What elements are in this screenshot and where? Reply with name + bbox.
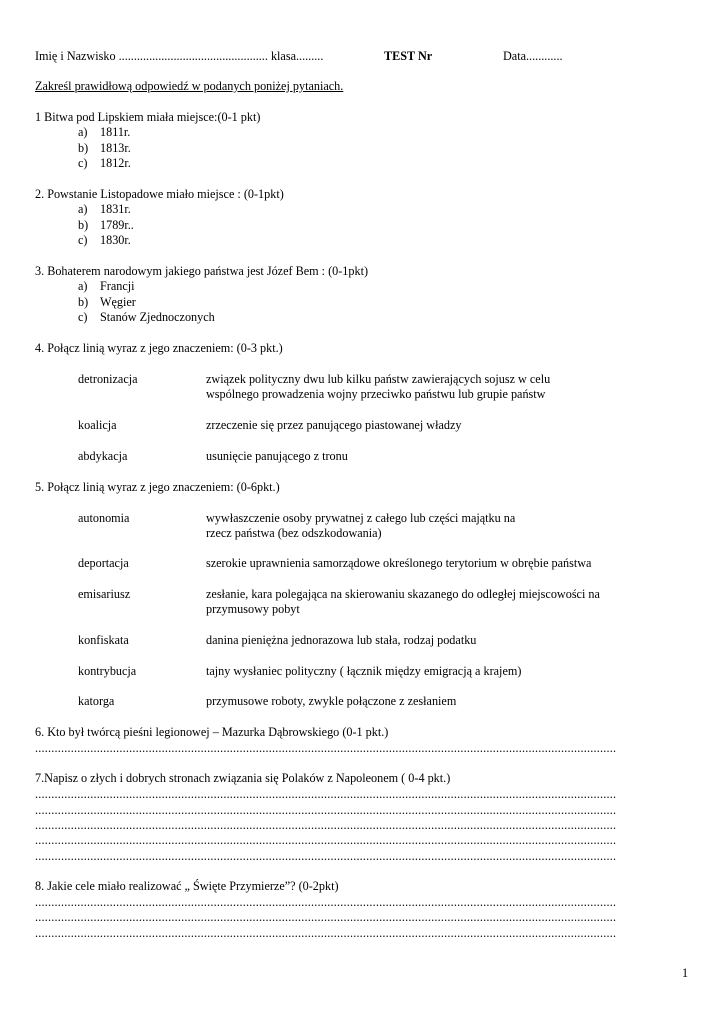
q2-option-c: 1830r. — [100, 233, 131, 247]
answer-line: ................................................................................................................................................................................... — [35, 804, 617, 816]
q2-option-b-letter: b) — [78, 218, 89, 232]
question-6: 6. Kto był twórcą pieśni legionowej – Mazurka Dąbrowskiego (0-1 pkt.) — [35, 725, 389, 739]
q4-definition: związek polityczny dwu lub kilku państw zawierających sojusz w celu — [206, 372, 551, 386]
q1-option-b: 1813r. — [100, 141, 131, 155]
q2-option-b: 1789r.. — [100, 218, 134, 232]
q2-option-a: 1831r. — [100, 202, 131, 216]
q5-definition: zesłanie, kara polegająca na skierowaniu skazanego do odległej miejscowości na — [206, 587, 600, 601]
q3-option-b: Węgier — [100, 295, 136, 309]
q5-definition: wywłaszczenie osoby prywatnej z całego lub części majątku na — [206, 511, 516, 525]
answer-line: ................................................................................................................................................................................... — [35, 819, 617, 831]
name-class-field: Imię i Nazwisko ................................................. klasa......... — [35, 49, 324, 63]
answer-line: ................................................................................................................................................................................... — [35, 788, 617, 800]
q3-option-a: Francji — [100, 279, 135, 293]
q5-definition: tajny wysłaniec polityczny ( łącznik między emigracją a krajem) — [206, 664, 522, 678]
q1-option-c-letter: c) — [78, 156, 88, 170]
question-4: 4. Połącz linią wyraz z jego znaczeniem: (0-3 pkt.) — [35, 341, 283, 355]
instruction: Zakreśl prawidłową odpowiedź w podanych poniżej pytaniach. — [35, 79, 344, 93]
q5-definition-cont: przymusowy pobyt — [206, 602, 300, 616]
answer-line: ................................................................................................................................................................................... — [35, 834, 617, 846]
question-3: 3. Bohaterem narodowym jakiego państwa jest Józef Bem : (0-1pkt) — [35, 264, 369, 278]
page-number: 1 — [682, 966, 689, 980]
q5-term: emisariusz — [78, 587, 131, 601]
question-2: 2. Powstanie Listopadowe miało miejsce : (0-1pkt) — [35, 187, 284, 201]
q2-option-c-letter: c) — [78, 233, 88, 247]
q5-term: deportacja — [78, 556, 129, 570]
q1-option-b-letter: b) — [78, 141, 89, 155]
q1-option-a: 1811r. — [100, 125, 131, 139]
q4-definition: zrzeczenie się przez panującego piastowanej władzy — [206, 418, 462, 432]
q4-definition-cont: wspólnego prowadzenia wojny przeciwko państwu lub grupie państw — [206, 387, 546, 401]
question-1: 1 Bitwa pod Lipskiem miała miejsce:(0-1 pkt) — [35, 110, 261, 124]
q5-term: kontrybucja — [78, 664, 137, 678]
question-7: 7.Napisz o złych i dobrych stronach związania się Polaków z Napoleonem ( 0-4 pkt.) — [35, 771, 451, 785]
q4-term: abdykacja — [78, 449, 128, 463]
date-field: Data............ — [503, 49, 563, 63]
q4-term: detronizacja — [78, 372, 138, 386]
q3-option-c: Stanów Zjednoczonych — [100, 310, 215, 324]
q1-option-c: 1812r. — [100, 156, 131, 170]
answer-line: ................................................................................................................................................................................... — [35, 896, 617, 908]
q5-definition: przymusowe roboty, zwykle połączone z zesłaniem — [206, 694, 457, 708]
q3-option-b-letter: b) — [78, 295, 89, 309]
q4-term: koalicja — [78, 418, 117, 432]
q4-definition: usunięcie panującego z tronu — [206, 449, 348, 463]
test-title: TEST Nr — [384, 49, 433, 63]
q3-option-c-letter: c) — [78, 310, 88, 324]
q5-term: autonomia — [78, 511, 130, 525]
q5-definition: szerokie uprawnienia samorządowe określonego terytorium w obrębie państwa — [206, 556, 592, 570]
answer-line: ................................................................................................................................................................................... — [35, 742, 617, 754]
q1-option-a-letter: a) — [78, 125, 88, 139]
q5-term: konfiskata — [78, 633, 129, 647]
q5-term: katorga — [78, 694, 115, 708]
q5-definition-cont: rzecz państwa (bez odszkodowania) — [206, 526, 382, 540]
q5-definition: danina pieniężna jednorazowa lub stała, rodzaj podatku — [206, 633, 477, 647]
answer-line: ................................................................................................................................................................................... — [35, 911, 617, 923]
q3-option-a-letter: a) — [78, 279, 88, 293]
question-8: 8. Jakie cele miało realizować „ Święte Przymierze”? (0-2pkt) — [35, 879, 339, 893]
question-5: 5. Połącz linią wyraz z jego znaczeniem: (0-6pkt.) — [35, 480, 280, 494]
q2-option-a-letter: a) — [78, 202, 88, 216]
answer-line: ................................................................................................................................................................................... — [35, 927, 617, 939]
answer-line: ................................................................................................................................................................................... — [35, 850, 617, 862]
